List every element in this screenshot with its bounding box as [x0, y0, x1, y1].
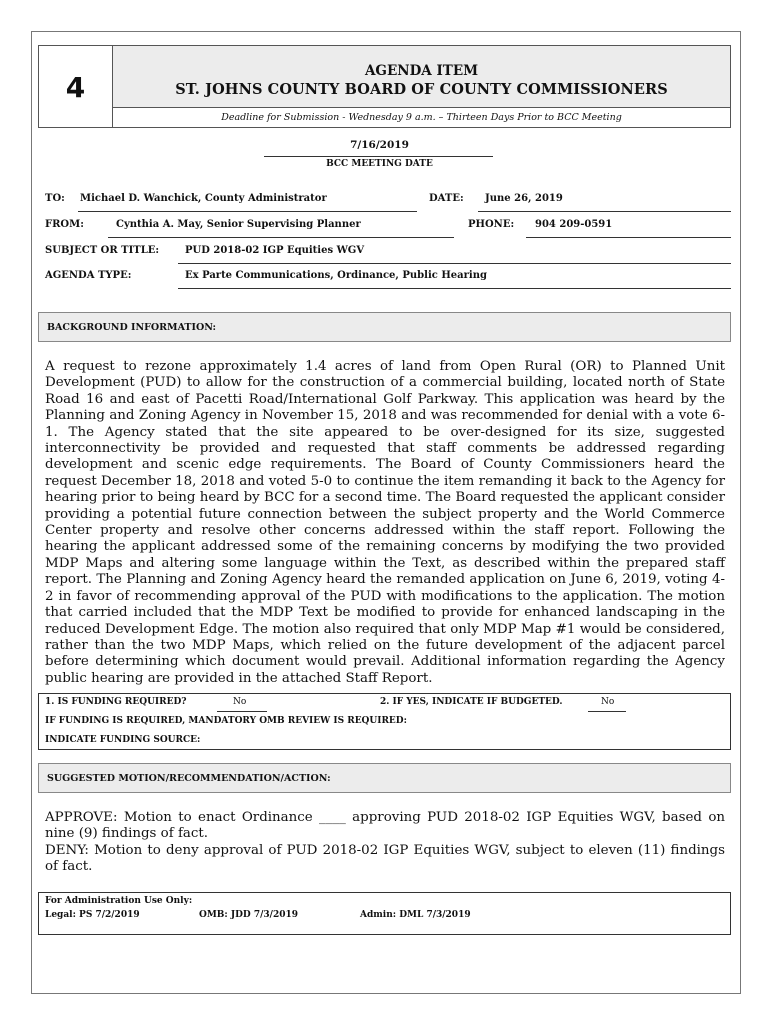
- subject-label: SUBJECT OR TITLE:: [45, 245, 160, 256]
- omb-review-label: IF FUNDING IS REQUIRED, MANDATORY OMB REVIEW IS REQUIRED:: [45, 716, 407, 726]
- motion-heading: SUGGESTED MOTION/RECOMMENDATION/ACTION:: [38, 763, 731, 793]
- agenda-type-value: Ex Parte Communications, Ordinance, Public Hearing: [185, 270, 487, 281]
- to-label: TO:: [45, 193, 65, 204]
- agenda-header: [38, 45, 731, 128]
- funding-source-label: INDICATE FUNDING SOURCE:: [45, 735, 201, 745]
- background-text: A request to rezone approximately 1.4 acres of land from Open Rural (OR) to Planned Unit Development (PUD) to allow for the construction of a commercial building, located north of State Road 16 and east of Pacetti Road/International Golf Parkway. This application was heard by the Planning and Zoning Agency in November 15, 2018 and was recommended for denial with a vote 6-1. The Agency stated that the site appeared to be over-designed for its size, suggested interconnectivity be provided and requested that staff comments be addressed regarding development and scenic edge requirements. The Board of County Commissioners heard the request December 18, 2018 and voted 5-0 to continue the item remanding it back to the Agency for hearing prior to being heard by BCC for a second time. The Board requested the applicant consider providing a potential future connection between the subject property and the World Commerce Center property and resolve other concerns addressed within the staff report. Following the hearing the applicant addressed some of the remaining concerns by modifying the two provided MDP Maps and altering some language within the Text, as described within the prepared staff report. The Planning and Zoning Agency heard the remanded application on June 6, 2019, voting 4-2 in favor of recommending approval of the PUD with modifications to the application. The motion that carried included that the MDP Text be modified to provide for enhanced landscaping in the reduced Development Edge. The motion also required that only MDP Map #1 would be considered, rather than the two MDP Maps, which relied on the future development of the adjacent parcel before determining which document would prevail. Additional information regarding the Agency public hearing are provided in the attached Staff Report.: [45, 359, 725, 686]
- phone-label: PHONE:: [468, 219, 515, 230]
- motion-approve: APPROVE: Motion to enact Ordinance ____ approving PUD 2018-02 IGP Equities WGV, based on nine (9) findings of fact.: [45, 810, 725, 842]
- agenda-type-underline: [178, 288, 731, 289]
- funding-required-label: 1. IS FUNDING REQUIRED?: [45, 697, 187, 707]
- submission-deadline: Deadline for Submission - Wednesday 9 a.m. – Thirteen Days Prior to BCC Meeting: [221, 112, 622, 123]
- motion-deny: DENY: Motion to deny approval of PUD 2018-02 IGP Equities WGV, subject to eleven (11) findings of fact.: [45, 843, 725, 875]
- date-label: DATE:: [429, 193, 464, 204]
- meeting-date-label: BCC MEETING DATE: [326, 159, 433, 169]
- to-underline: [78, 211, 417, 212]
- budgeted-underline: [588, 711, 626, 712]
- phone-underline: [526, 237, 731, 238]
- budgeted-label: 2. IF YES, INDICATE IF BUDGETED.: [380, 697, 563, 707]
- admin-approval: Admin: DML 7/3/2019: [360, 910, 471, 920]
- funding-required-value: No: [233, 697, 247, 707]
- date-value: June 26, 2019: [485, 193, 563, 204]
- title-box: [113, 46, 730, 108]
- from-underline: [108, 237, 454, 238]
- agenda-number: 4: [39, 46, 113, 128]
- date-underline: [478, 211, 731, 212]
- to-value: Michael D. Wanchick, County Administrator: [80, 193, 327, 204]
- budgeted-value: No: [601, 697, 615, 707]
- phone-value: 904 209-0591: [535, 219, 613, 230]
- omb-approval: OMB: JDD 7/3/2019: [199, 910, 299, 920]
- background-heading: BACKGROUND INFORMATION:: [38, 312, 731, 342]
- from-value: Cynthia A. May, Senior Supervising Planner: [116, 219, 361, 230]
- agenda-type-label: AGENDA TYPE:: [45, 270, 132, 281]
- title-line-2: ST. JOHNS COUNTY BOARD OF COUNTY COMMISSIONERS: [175, 81, 668, 98]
- funding-required-underline: [217, 711, 267, 712]
- legal-approval: Legal: PS 7/2/2019: [45, 910, 140, 920]
- subject-underline: [178, 263, 731, 264]
- from-label: FROM:: [45, 219, 84, 230]
- meeting-date-underline: [264, 156, 493, 157]
- subject-value: PUD 2018-02 IGP Equities WGV: [185, 245, 365, 256]
- title-line-1: AGENDA ITEM: [364, 63, 479, 79]
- meeting-date: 7/16/2019: [350, 139, 409, 151]
- admin-heading: For Administration Use Only:: [45, 896, 193, 906]
